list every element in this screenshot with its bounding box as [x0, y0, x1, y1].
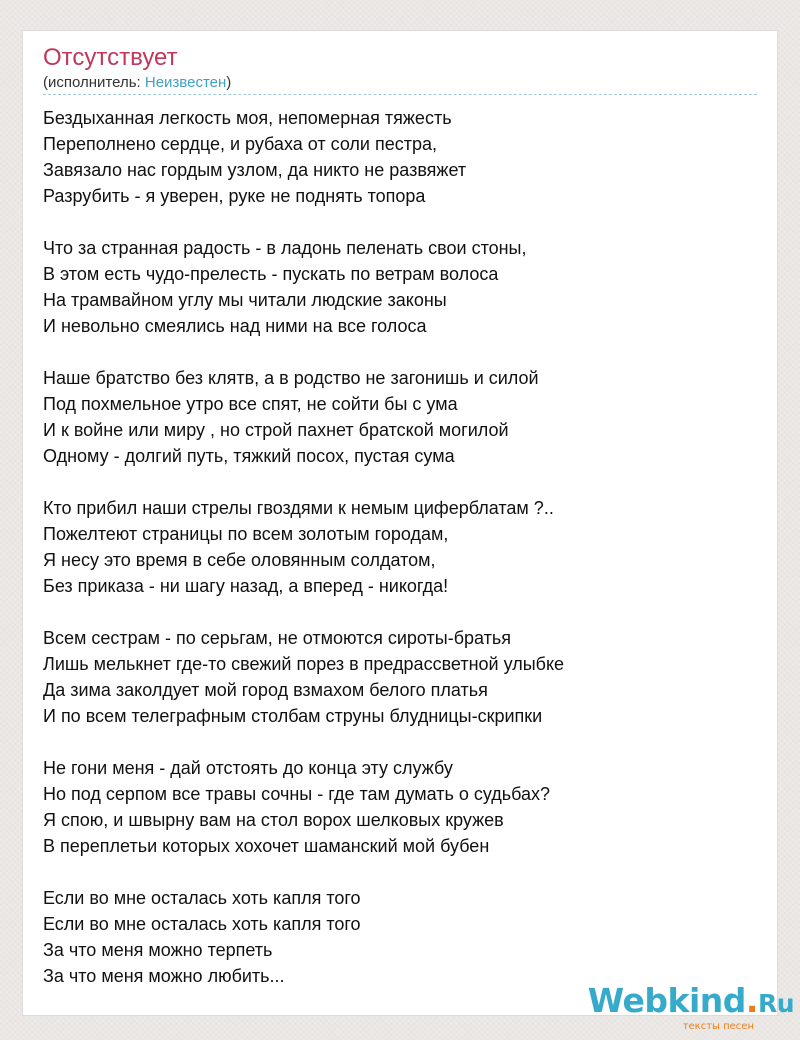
- lyric-line: Всем сестрам - по серьгам, не отмоются сироты-братья: [43, 628, 512, 648]
- verse: [43, 625, 763, 729]
- lyric-line: Наше братство без клятв, а в родство не загонишь и силой: [43, 368, 539, 388]
- lyric-line: Лишь мелькнет где-то свежий порез в предрассветной улыбке: [43, 654, 565, 674]
- lyric-line: Пожелтеют страницы по всем золотым городам,: [43, 524, 449, 544]
- logo-brand: Webkind: [587, 981, 746, 1020]
- lyrics-text: [43, 105, 763, 1015]
- lyric-line: Я несу это время в себе оловянным солдатом,: [43, 550, 436, 570]
- lyric-line: Я спою, и швырну вам на стол ворох шелковых кружев: [43, 810, 504, 830]
- artist-prefix: (исполнитель:: [43, 74, 145, 91]
- lyric-line: Не гони меня - дай отстоять до конца эту службу: [43, 758, 453, 778]
- lyric-line: За что меня можно любить...: [43, 966, 285, 986]
- lyric-line: Но под серпом все травы сочны - где там думать о судьбах?: [43, 784, 551, 804]
- lyric-line: Кто прибил наши стрелы гвоздями к немым циферблатам ?..: [43, 498, 554, 518]
- lyric-line: На трамвайном углу мы читали людские законы: [43, 290, 447, 310]
- artist-link[interactable]: Неизвестен: [144, 74, 227, 91]
- verse: [43, 755, 763, 859]
- verse: [43, 365, 763, 469]
- lyric-line: Разрубить - я уверен, руке не поднять топора: [43, 186, 426, 206]
- site-logo[interactable]: [587, 981, 794, 1032]
- lyric-line: Если во мне осталась хоть капля того: [43, 914, 361, 934]
- artist-suffix: ): [226, 74, 232, 91]
- lyric-line: И к войне или миру , но строй пахнет братской могилой: [43, 420, 509, 440]
- artist-line: [43, 73, 231, 93]
- logo-wordmark: [587, 981, 794, 1021]
- lyric-line: Да зима заколдует мой город взмахом белого платья: [43, 680, 488, 700]
- lyric-line: Если во мне осталась хоть капля того: [43, 888, 361, 908]
- lyric-line: За что меня можно терпеть: [43, 940, 273, 960]
- lyric-line: В этом есть чудо-прелесть - пускать по ветрам волоса: [43, 264, 499, 284]
- logo-tld: Ru: [757, 989, 794, 1018]
- song-title: Отсутствует: [43, 44, 178, 71]
- verse: [43, 235, 763, 339]
- verse: [43, 495, 763, 599]
- lyric-line: Завязало нас гордым узлом, да никто не развяжет: [43, 160, 467, 180]
- verse: [43, 885, 763, 989]
- lyric-line: Бездыханная легкость моя, непомерная тяжесть: [43, 108, 452, 128]
- lyric-line: Что за странная радость - в ладонь пеленать свои стоны,: [43, 238, 527, 258]
- lyrics-card: [22, 30, 778, 1016]
- lyric-line: В переплетьи которых хохочет шаманский мой бубен: [43, 836, 490, 856]
- lyric-line: И по всем телеграфным столбам струны блудницы-скрипки: [43, 706, 543, 726]
- lyric-line: И невольно смеялись над ними на все голоса: [43, 316, 427, 336]
- title-divider: [43, 94, 757, 95]
- lyric-line: Переполнено сердце, и рубаха от соли пестра,: [43, 134, 438, 154]
- logo-dot: .: [745, 981, 758, 1020]
- lyric-line: Без приказа - ни шагу назад, а вперед - никогда!: [43, 576, 449, 596]
- logo-tagline: тексты песен: [682, 1021, 754, 1032]
- lyric-line: Под похмельное утро все спят, не сойти бы с ума: [43, 394, 458, 414]
- verse: [43, 105, 763, 209]
- lyric-line: Одному - долгий путь, тяжкий посох, пустая сума: [43, 446, 455, 466]
